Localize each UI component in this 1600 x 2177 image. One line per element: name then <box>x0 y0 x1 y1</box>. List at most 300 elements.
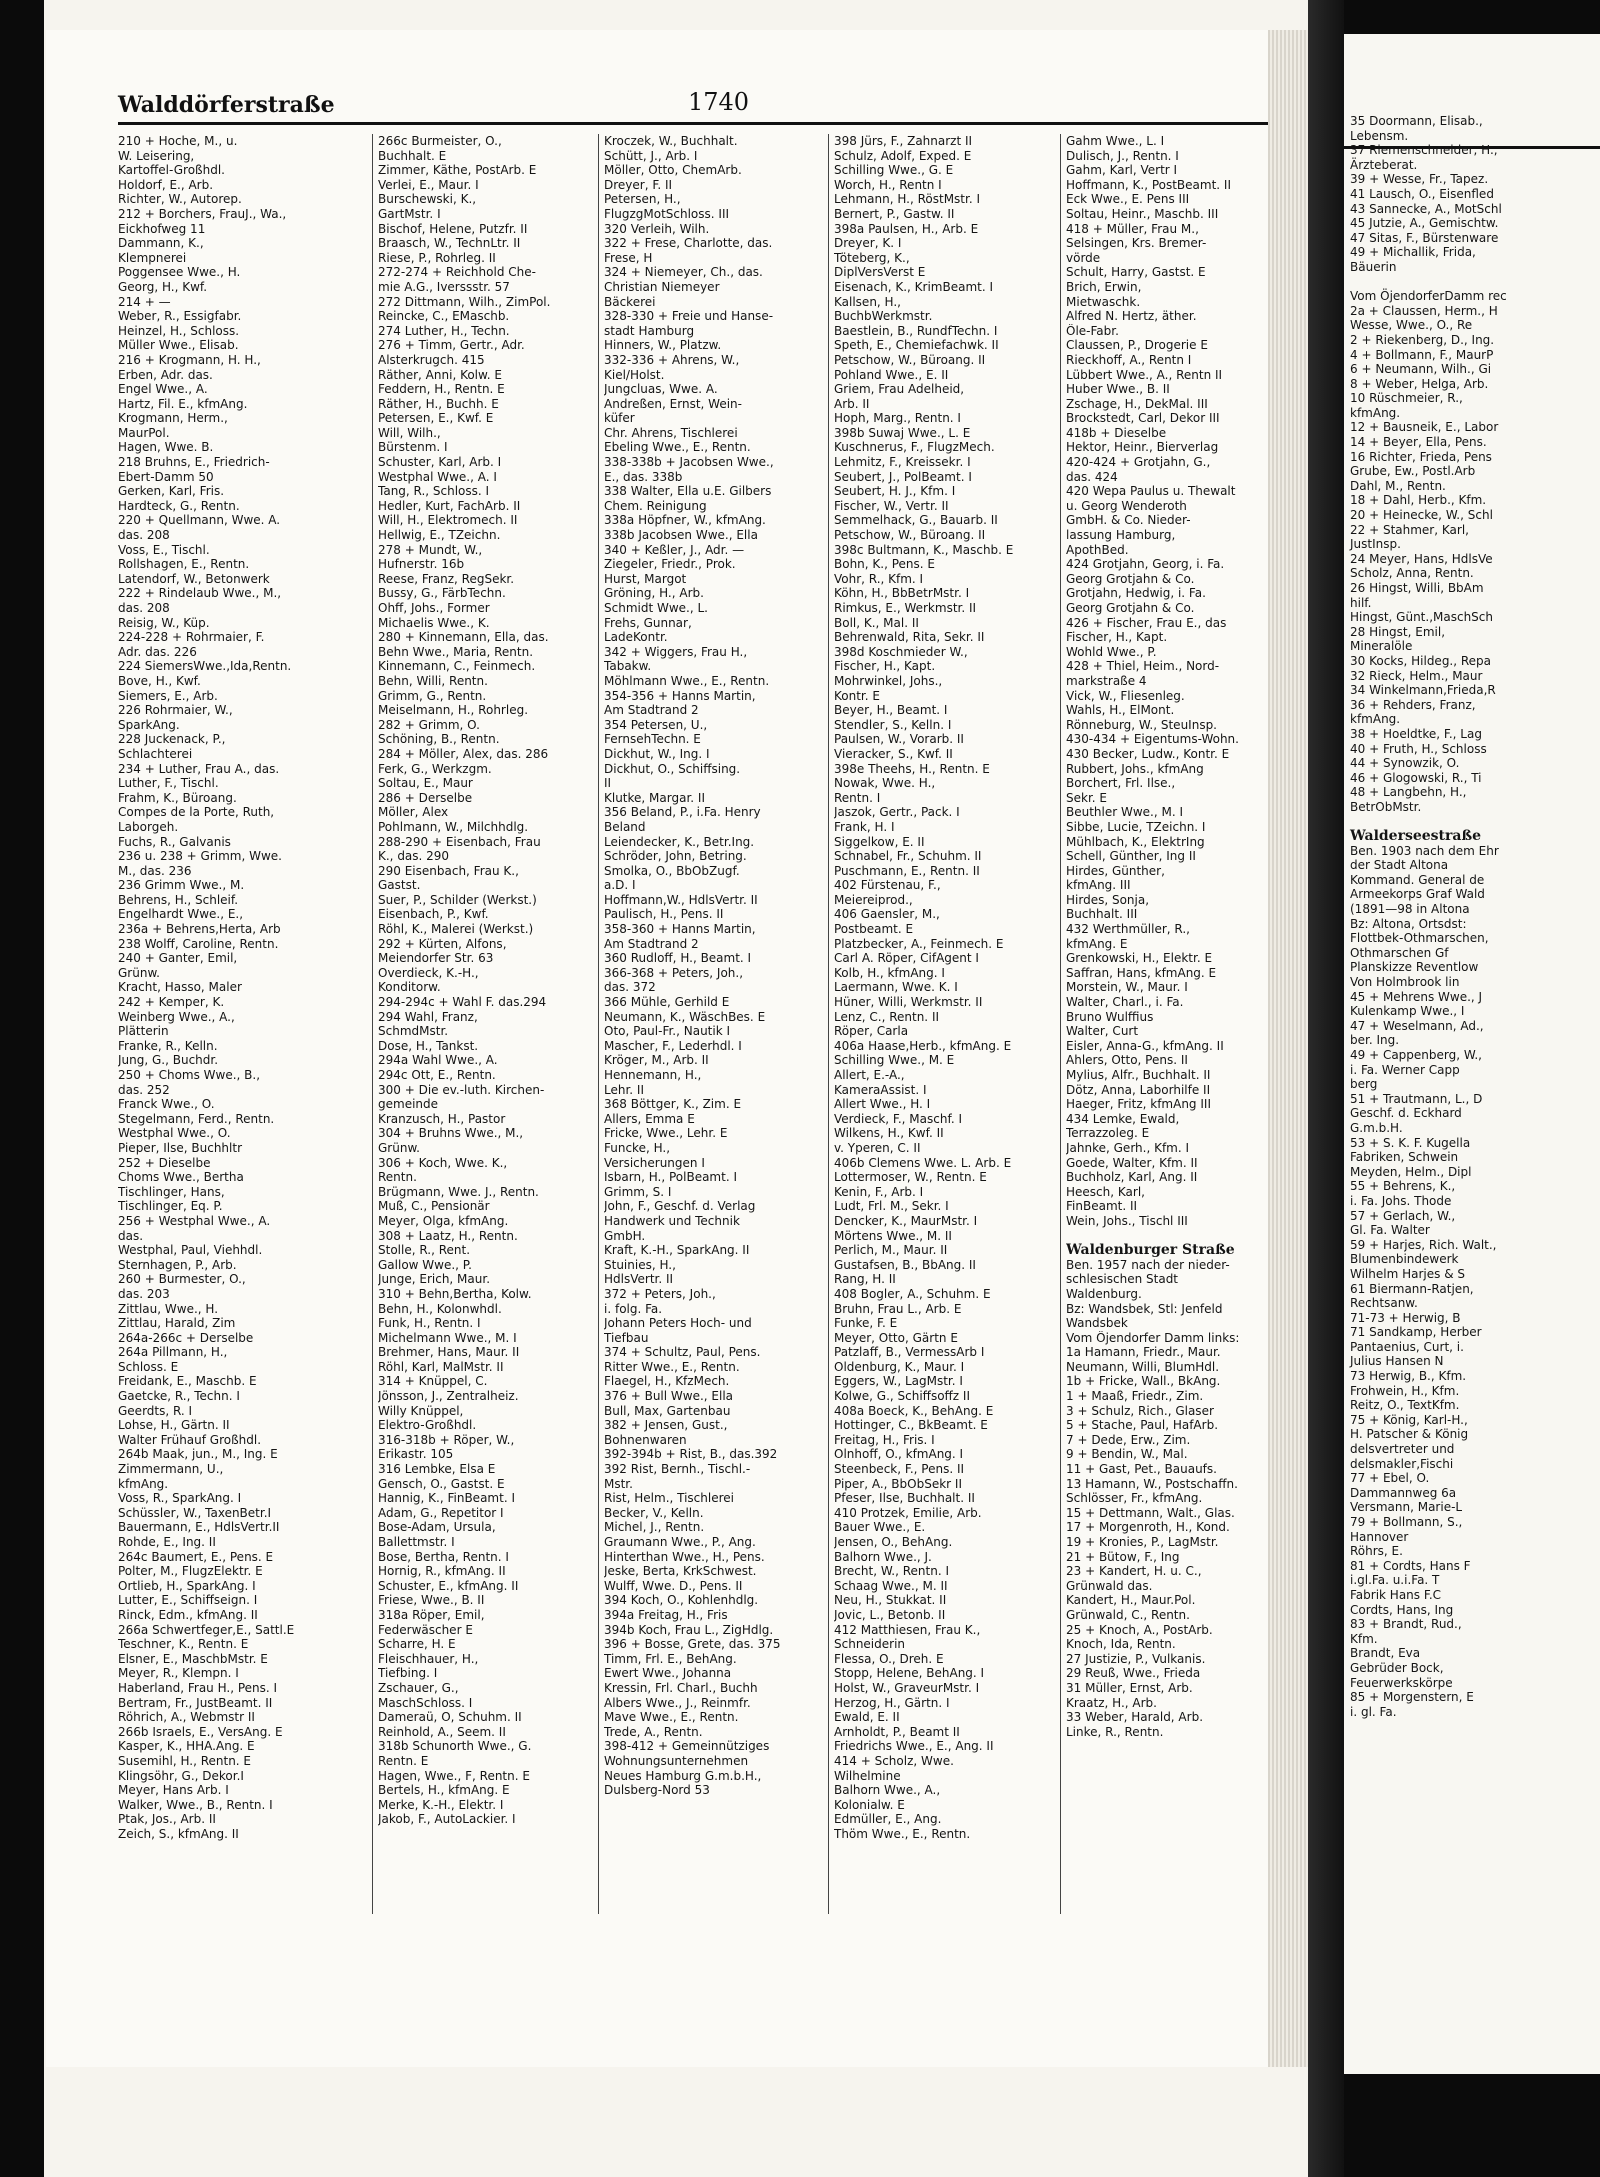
directory-entry-line: Pantaenius, Curt, i. <box>1350 1339 1464 1354</box>
directory-entry-line: Erben, Adr. das. <box>118 367 213 382</box>
facing-page-column <box>1350 114 1507 1719</box>
directory-entry-line: Frahm, K., Büroang. <box>118 790 237 805</box>
directory-entry-line: 238 Wolff, Caroline, Rentn. <box>118 936 279 951</box>
directory-entry-line: Tischlinger, Eq. P. <box>118 1199 223 1214</box>
directory-entry-line: 358-360 + Hanns Martin, <box>604 922 756 937</box>
directory-entry-line: Mietwaschk. <box>1066 294 1141 309</box>
directory-entry-line: 338a Höpfner, W., kfmAng. <box>604 513 766 528</box>
directory-entry-line: Poggensee Wwe., H. <box>118 265 241 280</box>
directory-entry-line: Thöm Wwe., E., Rentn. <box>834 1826 971 1841</box>
directory-entry-line: 332-336 + Ahrens, W., <box>604 352 740 367</box>
directory-entry-line: Seubert, J., PolBeamt. I <box>834 469 972 484</box>
directory-entry-line: 338 Walter, Ella u.E. Gilbers <box>604 484 772 499</box>
directory-entry-line: Fischer, H., Kapt. <box>1066 630 1168 645</box>
directory-entry-line: Fischer, H., Kapt. <box>834 659 936 674</box>
directory-entry-line: Petschow, W., Büroang. II <box>834 528 986 543</box>
directory-entry-line: Frese, H <box>604 250 653 265</box>
directory-entry-line: Neu, H., Stukkat. II <box>834 1593 947 1608</box>
directory-entry-line: Braasch, W., TechnLtr. II <box>378 236 521 251</box>
directory-entry-line: Grube, Ew., Postl.Arb <box>1350 464 1476 479</box>
directory-entry-line: Grünwald das. <box>1066 1578 1153 1593</box>
directory-entry-line: Dickhut, W., Ing. I <box>604 746 710 761</box>
directory-entry-line: das. 208 <box>118 601 170 615</box>
directory-entry-line: 396 + Bosse, Grete, das. 375 <box>604 1637 781 1652</box>
directory-entry-line: 242 + Kemper, K. <box>118 995 225 1010</box>
directory-entry-line: Kroczek, W., Buchhalt. <box>604 134 738 148</box>
directory-entry-line: Platzbecker, A., Feinmech. E <box>834 936 1004 951</box>
directory-entry-line: Meyer, Olga, kfmAng. <box>378 1213 509 1228</box>
directory-entry-line: Allers, Emma E <box>604 1111 695 1126</box>
directory-entry-line: 406a Haase,Herb., kfmAng. E <box>834 1038 1012 1053</box>
directory-entry-line: Schloss. E <box>118 1359 179 1374</box>
directory-entry-line: 13 Hamann, W., Postschaffn. <box>1066 1476 1238 1491</box>
directory-entry-line: 214 + — <box>118 294 171 309</box>
directory-entry-line: Eisenach, K., KrimBeamt. I <box>834 279 994 294</box>
directory-entry-line: 250 + Choms Wwe., B., <box>118 1068 261 1082</box>
directory-entry-line: Bauer Wwe., E. <box>834 1520 926 1535</box>
directory-entry-line: Schütt, J., Arb. I <box>604 148 698 163</box>
directory-entry-line: 276 + Timm, Gertr., Adr. <box>378 338 525 353</box>
directory-entry-line: Tang, R., Schloss. I <box>378 484 490 499</box>
directory-entry-line: Ohff, Johs., Former <box>378 601 490 615</box>
directory-entry-line: Teschner, K., Rentn. E <box>118 1637 249 1652</box>
directory-entry-line: Sternhagen, P., Arb. <box>118 1257 237 1272</box>
directory-entry-line: ber. Ing. <box>1350 1033 1400 1048</box>
directory-entry-line: Schlösser, Fr., kfmAng. <box>1066 1491 1203 1506</box>
directory-entry-line: Flessa, O., Dreh. E <box>834 1651 944 1666</box>
directory-entry-line: Hirdes, Günther, <box>1066 863 1165 878</box>
directory-entry-line: Stendler, S., Kelln. I <box>834 717 952 732</box>
page-number: 1740 <box>688 88 750 116</box>
directory-entry-line: Gerken, Karl, Fris. <box>118 484 225 499</box>
directory-entry-line: Weinberg Wwe., A., <box>118 1009 235 1024</box>
directory-entry-line: Chem. Reinigung <box>604 498 707 513</box>
directory-entry-line: Schulz, Adolf, Exped. E <box>834 148 972 163</box>
directory-entry-line: Mave Wwe., E., Rentn. <box>604 1710 739 1725</box>
directory-entry-line: Rentn. E <box>378 1753 429 1768</box>
directory-entry-line: Michelmann Wwe., M. I <box>378 1330 517 1345</box>
directory-entry-line: 59 + Harjes, Rich. Walt., <box>1350 1237 1497 1252</box>
directory-entry-line: Richter, W., Autorep. <box>118 192 242 207</box>
directory-entry-line: Kandert, H., Maur.Pol. <box>1066 1593 1196 1608</box>
directory-entry-line: Riese, P., Rohrleg. II <box>378 250 496 265</box>
directory-entry-line: Gl. Fa. Walter <box>1350 1223 1430 1238</box>
directory-entry-line: Verdieck, F., Maschf. I <box>834 1111 962 1126</box>
directory-entry-line: Laborgeh. <box>118 819 179 834</box>
directory-entry-line: gemeinde <box>378 1097 439 1112</box>
directory-entry-line: Zittlau, Wwe., H. <box>118 1301 219 1316</box>
directory-entry-line: Kolwe, G., Schiffsoffz II <box>834 1389 970 1404</box>
directory-entry-line: 47 + Weselmann, Ad., <box>1350 1018 1484 1033</box>
directory-entry-line: 374 + Schultz, Paul, Pens. <box>604 1345 761 1360</box>
directory-entry-line: Eck Wwe., E. Pens III <box>1066 192 1190 207</box>
directory-entry-line: Meiselmann, H., Rohrleg. <box>378 703 529 718</box>
directory-entry-line: 392-394b + Rist, B., das.392 <box>604 1447 778 1462</box>
directory-entry-line: GmbH. <box>604 1228 646 1243</box>
directory-entry-line: Reitz, O., TextKfm. <box>1350 1398 1460 1413</box>
directory-entry-line: Gahm, Karl, Vertr I <box>1066 163 1178 178</box>
directory-entry-line: Kolonialw. E <box>834 1797 905 1812</box>
directory-entry-line: Jeske, Berta, KrkSchwest. <box>604 1564 757 1579</box>
directory-entry-line: Jönsson, J., Zentralheiz. <box>378 1389 519 1404</box>
directory-entry-line: Ptak, Jos., Arb. II <box>118 1812 216 1827</box>
directory-entry-line: Federwäscher E <box>378 1622 473 1637</box>
directory-entry-line: Zittlau, Harald, Zim <box>118 1316 236 1331</box>
directory-entry-line: Dahl, M., Rentn. <box>1350 478 1446 493</box>
directory-entry-line: Jung, G., Buchdr. <box>118 1053 219 1068</box>
directory-entry-line: Will, H., Elektromech. II <box>378 513 518 528</box>
directory-entry-line: Frohwein, H., Kfm. <box>1350 1383 1460 1398</box>
directory-entry-line: 304 + Bruhns Wwe., M., <box>378 1126 524 1141</box>
directory-entry-line: Ballettmstr. I <box>378 1535 455 1549</box>
directory-entry-line: Merke, K.-H., Elektr. I <box>378 1797 504 1812</box>
directory-entry-line: 48 + Langbehn, H., <box>1350 785 1467 800</box>
directory-entry-line: Lebensm. <box>1350 128 1409 143</box>
directory-entry-line: Westphal, Paul, Viehhdl. <box>118 1243 263 1258</box>
directory-entry-line: Röhl, Karl, MalMstr. II <box>378 1359 504 1374</box>
directory-entry-line: Dötz, Anna, Laborhilfe II <box>1066 1082 1211 1097</box>
directory-entry-line: Lehmitz, F., Kreissekr. I <box>834 455 971 470</box>
directory-entry-line: 308 + Laatz, H., Rentn. <box>378 1228 518 1243</box>
directory-entry-line: Voss, E., Tischl. <box>118 542 210 557</box>
directory-entry-line: 338-338b + Jacobsen Wwe., <box>604 455 774 470</box>
directory-entry-line: Dreyer, F. II <box>604 177 673 192</box>
directory-entry-line: Grimm, S. I <box>604 1184 672 1199</box>
directory-entry-line: Tabakw. <box>604 659 652 674</box>
directory-entry-line: Dulisch, J., Rentn. I <box>1066 148 1179 163</box>
directory-column-4 <box>834 134 1056 1841</box>
directory-entry-line: Kraft, K.-H., SparkAng. II <box>604 1243 750 1258</box>
directory-entry-line: Perlich, M., Maur. II <box>834 1243 948 1258</box>
directory-entry-line: Carl A. Röper, CifAgent I <box>834 951 979 966</box>
directory-entry-line: HdlsVertr. II <box>604 1272 674 1287</box>
directory-entry-line: Öle-Fabr. <box>1066 323 1119 338</box>
directory-entry-line: Goede, Walter, Kfm. II <box>1066 1155 1198 1170</box>
directory-entry-line: 310 + Behn,Bertha, Kolw. <box>378 1286 532 1301</box>
directory-entry-line: Paulisch, H., Pens. II <box>604 907 724 922</box>
directory-entry-line: Walter, Curt <box>1066 1024 1139 1039</box>
directory-entry-line: Grotjahn, Hedwig, i. Fa. <box>1066 586 1206 601</box>
directory-entry-line: Schüssler, W., TaxenBetr.I <box>118 1505 272 1520</box>
directory-entry-line: Edmüller, E., Ang. <box>834 1812 942 1827</box>
directory-entry-line: 398d Koschmieder W., <box>834 644 968 659</box>
directory-entry-line: 31 Müller, Ernst, Arb. <box>1066 1680 1193 1695</box>
directory-entry-line: Hennemann, H., <box>604 1068 702 1082</box>
directory-entry-line: 394 Koch, O., Kohlenhdlg. <box>604 1593 759 1608</box>
directory-entry-line: 49 + Michallik, Frida, <box>1350 245 1476 260</box>
directory-entry-line: Holdorf, E., Arb. <box>118 177 214 192</box>
directory-entry-line: Terrazzoleg. E <box>1066 1126 1150 1141</box>
directory-entry-line: 394a Freitag, H., Fris <box>604 1607 728 1622</box>
directory-entry-line: Meiendorfer Str. 63 <box>378 951 494 966</box>
directory-entry-line: Beyer, H., Beamt. I <box>834 703 948 718</box>
directory-entry-line: Bruhn, Frau L., Arb. E <box>834 1301 962 1316</box>
directory-entry-line: Geschf. d. Eckhard <box>1350 1106 1462 1121</box>
directory-entry-line: Schöning, B., Rentn. <box>378 732 500 747</box>
directory-entry-line: Engelhardt Wwe., E., <box>118 907 244 922</box>
directory-entry-line: 224 SiemersWwe.,Ida,Rentn. <box>118 659 292 674</box>
directory-entry-line: Suer, P., Schilder (Werkst.) <box>378 892 537 907</box>
directory-entry-line: Hinterthan Wwe., H., Pens. <box>604 1549 765 1564</box>
directory-entry-line: 432 Werthmüller, R., <box>1066 922 1190 937</box>
directory-entry-line: Reese, Franz, RegSekr. <box>378 571 515 586</box>
directory-entry-line: Georg, H., Kwf. <box>118 279 208 294</box>
directory-entry-line: 398-412 + Gemeinnütziges <box>604 1739 770 1754</box>
directory-entry-line: Bussy, G., FärbTechn. <box>378 586 506 601</box>
directory-entry-line: 5 + Stache, Paul, HafArb. <box>1066 1418 1219 1433</box>
directory-entry-line: Bruno Wulffius <box>1066 1009 1154 1024</box>
directory-entry-line: Geerdts, R. I <box>118 1403 193 1418</box>
directory-entry-line: 406 Gaensler, M., <box>834 907 940 922</box>
directory-entry-line: Kallsen, H., <box>834 294 901 309</box>
directory-entry-line: Neumann, K., WäschBes. E <box>604 1009 766 1024</box>
directory-entry-line: Dammann, K., <box>118 236 204 251</box>
directory-entry-line: 20 + Heinecke, W., Schl <box>1350 508 1493 523</box>
directory-entry-line: Zschage, H., DekMal. III <box>1066 396 1208 411</box>
directory-entry-line: 306 + Koch, Wwe. K., <box>378 1155 508 1170</box>
directory-entry-line: Gensch, O., Gastst. E <box>378 1476 505 1491</box>
directory-entry-line: Haeger, Fritz, kfmAng III <box>1066 1097 1211 1112</box>
directory-entry-line: 18 + Dahl, Herb., Kfm. <box>1350 493 1487 508</box>
directory-entry-line: 57 + Gerlach, W., <box>1350 1208 1456 1223</box>
directory-entry-line: i.gl.Fa. u.i.Fa. T <box>1350 1573 1440 1588</box>
directory-entry-line: Ludt, Frl. M., Sekr. I <box>834 1199 949 1214</box>
directory-entry-line: Burschewski, K., <box>378 192 477 207</box>
directory-entry-line: Tischlinger, Hans, <box>118 1184 225 1199</box>
directory-entry-line: 412 Matthiesen, Frau K., <box>834 1622 981 1637</box>
directory-entry-line: 314 + Knüppel, C. <box>378 1374 488 1389</box>
directory-entry-line: 408a Boeck, K., BehAng. E <box>834 1403 994 1418</box>
directory-entry-line: Hardteck, G., Rentn. <box>118 498 240 513</box>
directory-entry-line: Hoffmann, K., PostBeamt. II <box>1066 177 1232 192</box>
directory-entry-line: Lehmann, H., RöstMstr. I <box>834 192 981 207</box>
directory-entry-line: Neumann, Willi, BlumHdl. <box>1066 1359 1220 1374</box>
directory-entry-line: Ebeling Wwe., E., Rentn. <box>604 440 751 455</box>
directory-entry-line: Kinnemann, C., Feinmech. <box>378 659 536 674</box>
directory-entry-line: Meyer, Otto, Gärtn E <box>834 1330 958 1345</box>
directory-entry-line: Morstein, W., Maur. I <box>1066 980 1188 995</box>
directory-entry-line: Sekr. E <box>1066 790 1107 805</box>
directory-entry-line: Wein, Johs., Tischl III <box>1066 1213 1188 1228</box>
directory-entry-line: Mörtens Wwe., M. II <box>834 1228 952 1243</box>
directory-entry-line: Behrens, H., Schleif. <box>118 892 239 907</box>
directory-entry-line: SparkAng. <box>118 717 180 732</box>
directory-entry-line: 368 Böttger, K., Zim. E <box>604 1097 742 1112</box>
directory-entry-line: kfmAng. <box>1350 405 1401 420</box>
directory-entry-line: Wandsbek <box>1066 1316 1128 1331</box>
directory-entry-line: Walderseestraße <box>1350 828 1482 845</box>
directory-entry-line: Piper, A., BbObSekr II <box>834 1476 962 1491</box>
directory-entry-line: 49 + Cappenberg, W., <box>1350 1048 1482 1062</box>
directory-entry-line: Schlachterei <box>118 746 193 761</box>
directory-entry-line: 272-274 + Reichhold Che- <box>378 265 536 280</box>
directory-entry-line: 32 Rieck, Helm., Maur <box>1350 668 1483 683</box>
directory-entry-line: 320 Verleih, Wilh. <box>604 221 710 236</box>
directory-entry-line: Rang, H. II <box>834 1272 896 1287</box>
directory-entry-line: Franck Wwe., O. <box>118 1097 215 1112</box>
directory-entry-line: Rimkus, E., Werkmstr. II <box>834 601 977 615</box>
directory-entry-line: Boll, K., Mal. II <box>834 615 919 630</box>
directory-entry-line: Christian Niemeyer <box>604 279 720 294</box>
directory-entry-line: 37 Riemenschneider, H., <box>1350 143 1498 158</box>
directory-entry-line: Georg Grotjahn & Co. <box>1066 571 1195 586</box>
directory-entry-line: 264a Pillmann, H., <box>118 1345 228 1360</box>
directory-entry-line: Jakob, F., AutoLackier. I <box>378 1812 516 1827</box>
directory-entry-line: Rinck, Edm., kfmAng. II <box>118 1607 258 1622</box>
directory-entry-line: i. Fa. Werner Capp <box>1350 1062 1460 1077</box>
directory-entry-line: 28 Hingst, Emil, <box>1350 624 1446 639</box>
directory-entry-line: Albers Wwe., J., Reinmfr. <box>604 1695 751 1710</box>
directory-entry-line: Kraatz, H., Arb. <box>1066 1695 1157 1710</box>
directory-entry-line: Schuster, Karl, Arb. I <box>378 455 502 470</box>
directory-entry-line: Rönneburg, W., SteuInsp. <box>1066 717 1217 732</box>
directory-entry-line: 228 Juckenack, P., <box>118 732 226 747</box>
directory-entry-line: FlugzgMotSchloss. III <box>604 206 730 221</box>
directory-entry-line: der Stadt Altona <box>1350 858 1449 873</box>
directory-entry-line: 318b Schunorth Wwe., G. <box>378 1739 532 1754</box>
directory-entry-line: Am Stadtrand 2 <box>604 936 699 951</box>
directory-entry-line: Behn Wwe., Maria, Rentn. <box>378 644 534 659</box>
directory-entry-line: Feddern, H., Rentn. E <box>378 382 505 397</box>
directory-entry-line: Oto, Paul-Fr., Nautik I <box>604 1024 731 1039</box>
directory-entry-line: 288-290 + Eisenbach, Frau <box>378 834 541 849</box>
directory-entry-line: Frank, H. I <box>834 819 895 834</box>
directory-entry-line: Stuinies, H., <box>604 1257 676 1272</box>
directory-entry-line: Buchholz, Karl, Ang. II <box>1066 1170 1198 1185</box>
directory-entry-line: Franke, R., Kelln. <box>118 1038 218 1053</box>
directory-entry-line: 322 + Frese, Charlotte, das. <box>604 236 773 251</box>
directory-entry-line: FinBeamt. II <box>1066 1199 1138 1214</box>
directory-entry-line: 408 Bogler, A., Schuhm. E <box>834 1286 991 1301</box>
directory-entry-line: Zimmermann, U., <box>118 1462 224 1477</box>
directory-entry-line: Reincke, C., EMaschb. <box>378 309 510 324</box>
directory-entry-line: Flaegel, H., KfzMech. <box>604 1374 730 1389</box>
directory-entry-line: Vom Öjendorfer Damm links: <box>1066 1330 1240 1345</box>
directory-entry-line: kfmAng. III <box>1066 878 1131 893</box>
directory-entry-line: W. Leisering, <box>118 148 195 163</box>
directory-entry-line <box>1066 1229 1266 1244</box>
directory-entry-line: Luther, F., Tischl. <box>118 776 219 791</box>
directory-entry-line: G.m.b.H. <box>1350 1120 1403 1135</box>
directory-entry-line: 26 Hingst, Willi, BbAm <box>1350 581 1484 595</box>
directory-entry-line: Mstr. <box>604 1476 633 1491</box>
directory-entry-line: Holst, W., GraveurMstr. I <box>834 1680 980 1695</box>
directory-entry-line: 17 + Morgenroth, H., Kond. <box>1066 1520 1230 1535</box>
directory-entry-line: Lehr. II <box>604 1082 645 1097</box>
directory-entry-line: 36 + Rehders, Franz, <box>1350 697 1476 712</box>
directory-entry-line: 406b Clemens Wwe. L. Arb. E <box>834 1155 1012 1170</box>
directory-entry-line: Cordts, Hans, Ing <box>1350 1602 1454 1617</box>
directory-entry-line: MaurPol. <box>118 425 170 440</box>
directory-entry-line: kfmAng. <box>118 1476 169 1491</box>
directory-entry-line: Eickhofweg 11 <box>118 221 206 236</box>
directory-entry-line: Wilkens, H., Kwf. II <box>834 1126 944 1141</box>
directory-entry-line: Schnabel, Fr., Schuhm. II <box>834 849 982 864</box>
directory-entry-line: Plätterin <box>118 1024 169 1039</box>
directory-entry-line: 420 Wepa Paulus u. Thewalt <box>1066 484 1236 499</box>
directory-entry-line: 41 Lausch, O., Eisenfled <box>1350 186 1494 201</box>
directory-entry-line: 39 + Wesse, Fr., Tapez. <box>1350 172 1489 187</box>
directory-entry-line: 394b Koch, Frau L., ZigHdlg. <box>604 1622 774 1637</box>
directory-entry-line: 294c Ott, E., Rentn. <box>378 1068 496 1082</box>
directory-entry-line: Michel, J., Rentn. <box>604 1520 705 1535</box>
directory-entry-line: Bz: Wandsbek, Stl: Jenfeld <box>1066 1301 1223 1316</box>
directory-entry-line: Funke, F. E <box>834 1316 898 1331</box>
directory-entry-line: Bürstenm. I <box>378 440 448 455</box>
directory-entry-line: 73 Herwig, B., Kfm. <box>1350 1369 1467 1384</box>
directory-entry-line: 434 Lemke, Ewald, <box>1066 1111 1180 1126</box>
directory-entry-line: 220 + Quellmann, Wwe. A. <box>118 513 281 528</box>
directory-entry-line: Gaetcke, R., Techn. I <box>118 1389 240 1404</box>
directory-entry-line: Kolb, H., kfmAng. I <box>834 965 945 980</box>
directory-entry-line: Zimmer, Käthe, PostArb. E <box>378 163 537 178</box>
directory-entry-line: stadt Hamburg <box>604 323 695 338</box>
directory-entry-line: Fabrik Hans F.C <box>1350 1587 1442 1602</box>
directory-entry-line: das. 424 <box>1066 469 1118 484</box>
directory-entry-line: Graumann Wwe., P., Ang. <box>604 1535 756 1549</box>
header-rule <box>118 122 1268 125</box>
directory-entry-line: Lübbert Wwe., A., Rentn II <box>1066 367 1223 382</box>
directory-entry-line: 414 + Scholz, Wwe. <box>834 1753 954 1768</box>
directory-entry-line: Hannig, K., FinBeamt. I <box>378 1491 515 1506</box>
directory-entry-line: 420-424 + Grotjahn, G., <box>1066 455 1211 470</box>
directory-entry-line: 274 Luther, H., Techn. <box>378 323 510 338</box>
directory-entry-line: kfmAng. <box>1350 712 1401 727</box>
directory-entry-line: Planskizze Reventlow <box>1350 960 1479 975</box>
directory-entry-line: 382 + Jensen, Gust., <box>604 1418 728 1433</box>
directory-entry-line: Postbeamt. E <box>834 922 914 937</box>
directory-entry-line: Rieckhoff, A., Rentn I <box>1066 352 1192 367</box>
directory-entry-line: Soltau, E., Maur <box>378 776 473 791</box>
directory-entry-line: Knoch, Ida, Rentn. <box>1066 1637 1176 1652</box>
directory-entry-line: Meyden, Helm., Dipl <box>1350 1164 1472 1179</box>
directory-entry-line: Bäckerei <box>604 294 656 309</box>
directory-entry-line: Bohn, K., Pens. E <box>834 557 935 572</box>
directory-entry-line: Borchert, Frl. Ilse., <box>1066 776 1176 791</box>
directory-entry-line: Gebrüder Bock, <box>1350 1660 1444 1675</box>
directory-entry-line: 266c Burmeister, O., <box>378 134 502 148</box>
directory-entry-line: Gustafsen, B., BbAng. II <box>834 1257 976 1272</box>
street-title: Walddörferstraße <box>118 92 335 118</box>
directory-entry-line: Bertram, Fr., JustBeamt. II <box>118 1695 273 1710</box>
directory-entry-line: 316 Lembke, Elsa E <box>378 1462 496 1477</box>
directory-entry-line: 19 + Kronies, P., LagMstr. <box>1066 1535 1219 1549</box>
directory-entry-line: Hottinger, C., BkBeamt. E <box>834 1418 988 1433</box>
directory-entry-line: Schaag Wwe., M. II <box>834 1578 948 1593</box>
directory-entry-line: Müller Wwe., Elisab. <box>118 338 239 353</box>
directory-entry-line: Siggelkow, E. II <box>834 834 925 849</box>
directory-entry-line: Arb. II <box>834 396 870 411</box>
directory-entry-line: Hingst, Günt.,MaschSch <box>1350 610 1493 625</box>
directory-entry-line: Huber Wwe., B. II <box>1066 382 1170 397</box>
directory-entry-line: Vieracker, S., Kwf. II <box>834 746 953 761</box>
directory-entry-line: Balhorn Wwe., A., <box>834 1783 941 1798</box>
directory-entry-line: Bernert, P., Gastw. II <box>834 206 955 221</box>
directory-entry-line: 47 Sitas, F., Bürstenware <box>1350 230 1499 245</box>
directory-entry-line: berg <box>1350 1077 1378 1092</box>
directory-entry-line: Wilhelm Harjes & S <box>1350 1266 1465 1281</box>
directory-entry-line: das. 203 <box>118 1286 170 1301</box>
directory-entry-line: Kulenkamp Wwe., I <box>1350 1004 1465 1019</box>
directory-entry-line: Ärzteberat. <box>1350 157 1418 172</box>
directory-entry-line: Isbarn, H., PolBeamt. I <box>604 1170 737 1185</box>
directory-entry-line: Walker, Wwe., B., Rentn. I <box>118 1797 273 1812</box>
directory-entry-line: Elektro-Großhdl. <box>378 1418 477 1433</box>
directory-entry-line: Meyer, R., Klempn. I <box>118 1666 239 1681</box>
directory-entry-line: Voss, R., SparkAng. I <box>118 1491 242 1506</box>
directory-entry-line: Allert Wwe., H. I <box>834 1097 931 1112</box>
directory-entry-line: Rollshagen, E., Rentn. <box>118 557 250 572</box>
